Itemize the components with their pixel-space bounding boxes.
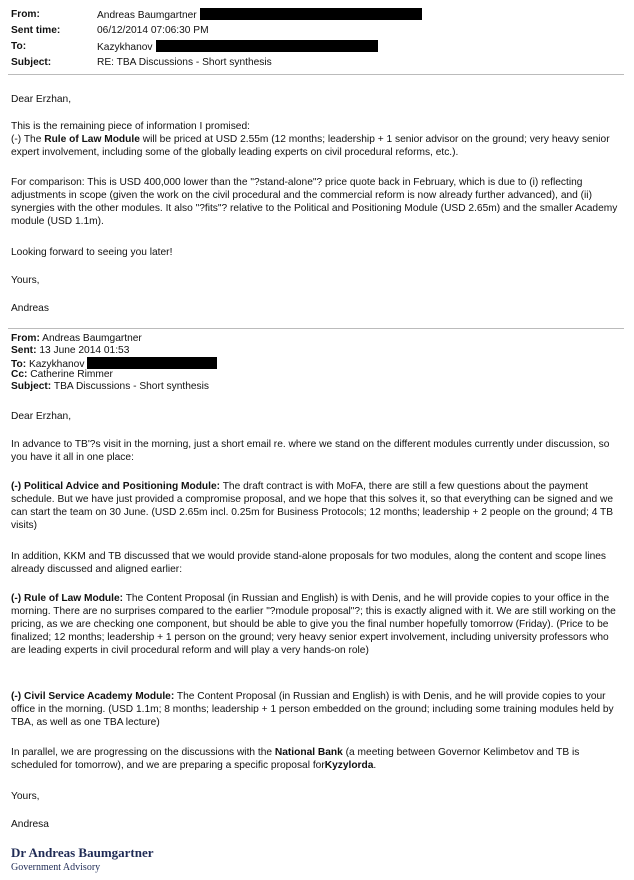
module-paragraph: (-) Civil Service Academy Module: The Content Proposal (in Russian and English) is with Denis, and he will provide copies to your office in the morning. (USD 1.1m; 8 months; leadership + 1 person embedded on the ground; including some training modules held by TBA, as well as one TBA lecture)	[11, 691, 614, 728]
paragraph: For comparison: This is USD 400,000 lower than the "?stand-alone"? price quote back in February, which is due to (i) reflecting adjustments in scope (given the work on the civil procedural and the commercial reform is now already further advanced), and (ii) synergies with the other modules. It also "?fits"? relative to the Political and Positioning Module (USD 2.65m) and the smaller Academy module (USD 1.1m).	[11, 177, 618, 227]
bold-term: Kyzylorda	[324, 760, 374, 771]
closing: Yours,	[11, 791, 40, 802]
quoted-header	[11, 333, 623, 393]
to-label: To:	[11, 41, 27, 52]
subject-value: RE: TBA Discussions - Short synthesis	[97, 57, 272, 68]
bold-term: (-) Rule of Law Module:	[11, 593, 124, 604]
greeting: Dear Erzhan,	[11, 411, 72, 422]
from-value: Andreas Baumgartner	[97, 10, 197, 21]
greeting: Dear Erzhan,	[11, 94, 72, 105]
signature-org: Government Advisory	[11, 862, 101, 873]
email-header	[11, 8, 623, 72]
quoted-to-label: To:	[11, 359, 27, 370]
sent-label: Sent time:	[11, 25, 61, 36]
header-divider	[8, 74, 624, 75]
paragraph	[11, 120, 623, 159]
from-label: From:	[11, 9, 40, 20]
bold-term: Rule of Law Module	[44, 134, 140, 145]
bold-term: (-) Political Advice and Positioning Module:	[11, 481, 221, 492]
redaction-bar	[156, 40, 378, 52]
paragraph: In advance to TB'?s visit in the morning, just a short email re. where we stand on the different modules currently under discussion, so you have it all in one place:	[11, 439, 610, 463]
subject-label: Subject:	[11, 57, 52, 68]
to-value: Kazykhanov	[97, 42, 153, 53]
paragraph: Looking forward to seeing you later!	[11, 247, 173, 258]
paragraph-line: This is the remaining piece of information I promised:	[11, 121, 250, 132]
redaction-bar	[87, 357, 217, 369]
closing: Yours,	[11, 275, 40, 286]
quoted-cc-label: Cc:	[11, 369, 28, 380]
bold-term: (-) Civil Service Academy Module:	[11, 691, 175, 702]
module-paragraph: (-) Political Advice and Positioning Module: The draft contract is with MoFA, there are still a few questions about the payment schedule. But we have just provided a compromise proposal, and we hope that this solves it, so that everything can be signed and we can start the team on 30 June. (USD 2.65m incl. 0.25m for Business Protocols; 12 months; leadership + 2 people on the ground; 4 TB visits)	[11, 481, 614, 531]
paragraph: In addition, KKM and TB discussed that we would provide stand-alone proposals for two modules, along the content and scope lines already discussed and aligned earlier:	[11, 551, 607, 575]
bold-term: National Bank	[274, 747, 343, 758]
redaction-bar	[200, 8, 422, 20]
paragraph-line: (-) The Rule of Law Module will be priced at USD 2.55m (12 months; leadership + 1 senior advisor on the ground; very heavy senior expert involvement, including some of the globally leading experts on civil procedural reforms, etc.).	[11, 134, 610, 158]
paragraph: In parallel, we are progressing on the discussions with the National Bank (a meeting between Governor Kelimbetov and TB is scheduled for tomorrow), and we are preparing a specific proposal forKyzylorda.	[11, 747, 580, 771]
quoted-from-label: From:	[11, 333, 40, 344]
quoted-from-value: Andreas Baumgartner	[42, 333, 142, 344]
quoted-cc-value: Catherine Rimmer	[30, 369, 113, 380]
quote-divider	[8, 328, 624, 329]
signoff: Andreas	[11, 303, 49, 314]
quoted-sent-value: 13 June 2014 01:53	[39, 345, 130, 356]
quoted-sent-label: Sent:	[11, 345, 37, 356]
signoff: Andresa	[11, 819, 49, 830]
sent-value: 06/12/2014 07:06:30 PM	[97, 25, 209, 36]
quoted-subject-label: Subject:	[11, 381, 52, 392]
quoted-subject-value: TBA Discussions - Short synthesis	[53, 381, 209, 392]
module-paragraph: (-) Rule of Law Module: The Content Proposal (in Russian and English) is with Denis, and he will provide copies to your office in the morning. There are no surprises compared to the earlier "?module proposal"?; this is exactly aligned with it. We are still working on the pricing, as we are checking one component, but should be able to give you the final number hopefully tomorrow (Friday). (Price to be finalized; 12 months; leadership + 1 person on the ground; very heavy senior expert involvement, including university professors who are leading experts in civil procedural reform and will play a very hands-on role)	[11, 593, 616, 656]
signature-name: Dr Andreas Baumgartner	[11, 845, 154, 860]
quoted-to-value: Kazykhanov	[28, 359, 85, 370]
